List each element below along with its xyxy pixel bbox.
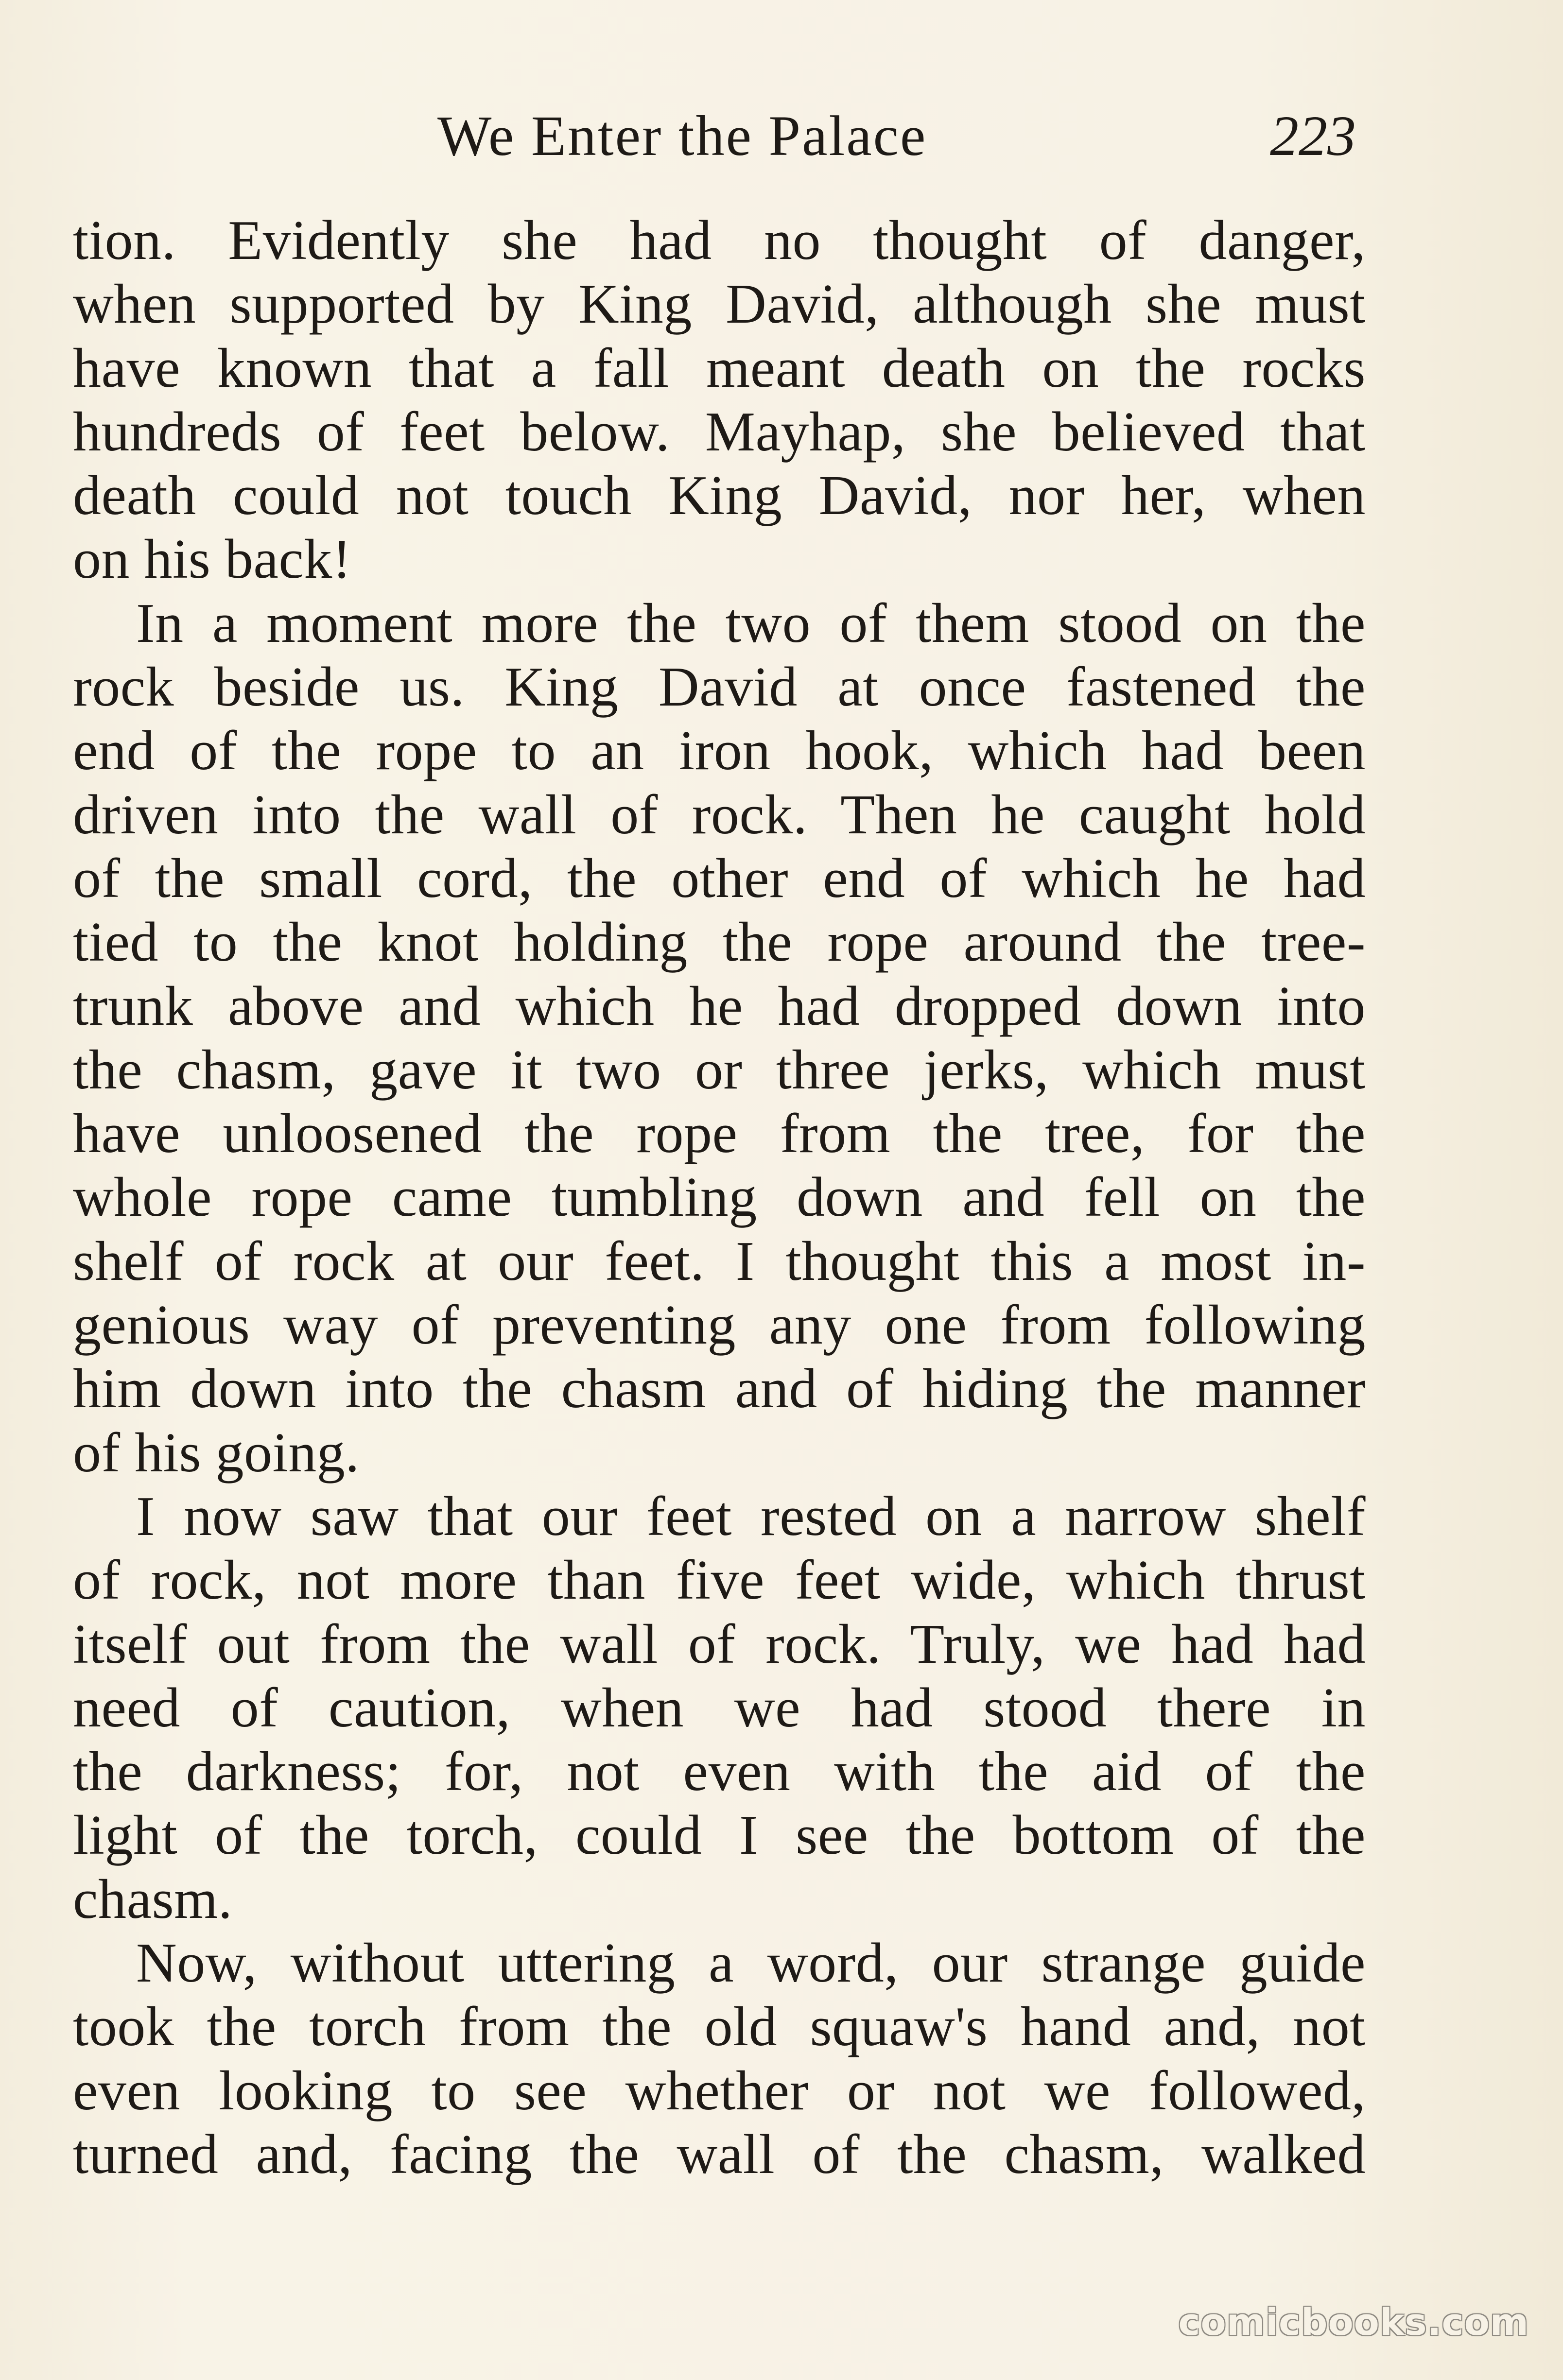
text-line: took the torch from the old squaw's hand and, not <box>73 1996 1366 2058</box>
page-number: 223 <box>1270 104 1356 168</box>
text-line: turned and, facing the wall of the chasm, walked <box>73 2123 1366 2186</box>
running-head <box>73 95 1356 177</box>
text-line: shelf of rock at our feet. I thought this a most in- <box>73 1230 1366 1293</box>
text-line: genious way of preventing any one from following <box>73 1294 1366 1357</box>
body-text <box>73 209 1366 2187</box>
text-line: whole rope came tumbling down and fell on the <box>73 1166 1366 1229</box>
text-line: of rock, not more than five feet wide, which thrust <box>73 1549 1366 1612</box>
text-line: tion. Evidently she had no thought of danger, <box>73 209 1366 272</box>
text-line: on his back! <box>73 528 351 591</box>
text-line: driven into the wall of rock. Then he caught hold <box>73 783 1366 846</box>
watermark-logo: comicbooks.com <box>1178 2300 1529 2344</box>
text-line: him down into the chasm and of hiding the manner <box>73 1358 1366 1420</box>
text-line: have known that a fall meant death on the rocks <box>73 337 1366 399</box>
text-line: tied to the knot holding the rope around the tree- <box>73 911 1366 974</box>
text-line: light of the torch, could I see the bottom of the <box>73 1804 1366 1867</box>
text-line: even looking to see whether or not we followed, <box>73 2059 1366 2122</box>
text-line: need of caution, when we had stood there in <box>73 1676 1366 1739</box>
text-line: I now saw that our feet rested on a narrow shelf <box>136 1485 1366 1548</box>
text-line: end of the rope to an iron hook, which had been <box>73 720 1366 782</box>
text-line: have unloosened the rope from the tree, for the <box>73 1103 1366 1165</box>
chapter-title: We Enter the Palace <box>437 104 927 168</box>
text-line: chasm. <box>73 1868 233 1931</box>
text-line: of his going. <box>73 1421 360 1484</box>
text-line: rock beside us. King David at once fastened the <box>73 656 1366 719</box>
text-line: hundreds of feet below. Mayhap, she believed that <box>73 400 1366 463</box>
text-line: the darkness; for, not even with the aid of the <box>73 1741 1366 1803</box>
text-line: the chasm, gave it two or three jerks, which must <box>73 1038 1366 1101</box>
text-line: of the small cord, the other end of which he had <box>73 847 1366 910</box>
text-line: death could not touch King David, nor her, when <box>73 465 1366 527</box>
text-line: In a moment more the two of them stood on the <box>136 592 1366 655</box>
text-line: when supported by King David, although she must <box>73 273 1366 336</box>
text-line: itself out from the wall of rock. Truly, we had had <box>73 1613 1366 1675</box>
text-line: Now, without uttering a word, our strange guide <box>136 1932 1366 1995</box>
text-line: trunk above and which he had dropped down into <box>73 975 1366 1037</box>
